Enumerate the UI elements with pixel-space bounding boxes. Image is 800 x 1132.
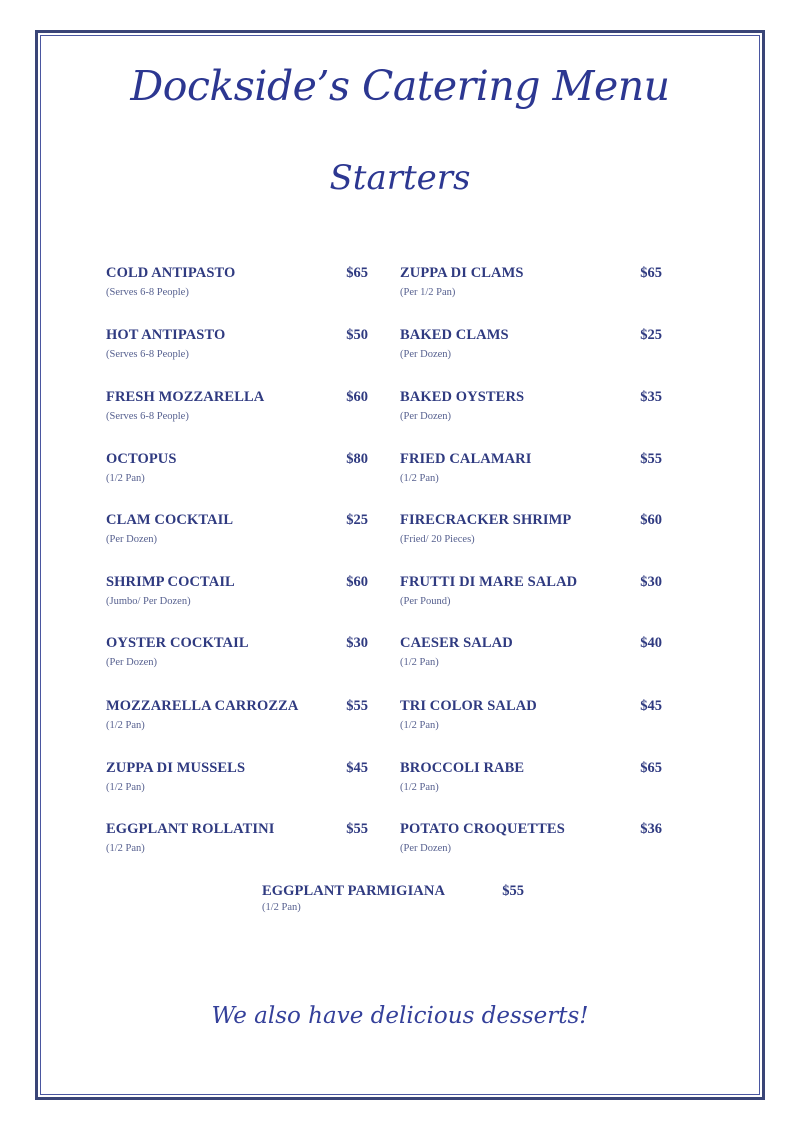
item-price: $65 [346, 265, 368, 281]
item-price: $65 [640, 265, 662, 281]
item-note: (Per Dozen) [106, 534, 158, 545]
item-price: $40 [640, 635, 662, 651]
item-price: $60 [346, 389, 368, 405]
item-name: HOT ANTIPASTO [106, 327, 226, 343]
item-note: (1/2 Pan) [262, 902, 301, 913]
item-price: $25 [346, 512, 368, 528]
item-price: $80 [346, 451, 368, 467]
item-name: CLAM COCKTAIL [106, 512, 234, 528]
item-price: $55 [346, 821, 368, 837]
item-name: BAKED CLAMS [400, 327, 509, 343]
item-note: (1/2 Pan) [400, 720, 439, 731]
item-name: FRESH MOZZARELLA [106, 389, 265, 405]
item-note: (Per Dozen) [400, 843, 452, 854]
item-name: EGGPLANT PARMIGIANA [262, 883, 446, 899]
item-price: $60 [640, 512, 662, 528]
item-price: $60 [346, 574, 368, 590]
item-name: ZUPPA DI MUSSELS [106, 760, 246, 776]
item-note: (Serves 6-8 People) [106, 411, 189, 422]
item-name: CAESER SALAD [400, 635, 513, 651]
item-note: (Serves 6-8 People) [106, 349, 189, 360]
item-name: EGGPLANT ROLLATINI [106, 821, 275, 837]
item-name: MOZZARELLA CARROZZA [106, 698, 299, 714]
item-price: $50 [346, 327, 368, 343]
item-note: (Serves 6-8 People) [106, 287, 189, 298]
item-name: TRI COLOR SALAD [400, 698, 537, 714]
item-price: $35 [640, 389, 662, 405]
item-name: POTATO CROQUETTES [400, 821, 565, 837]
item-price: $55 [640, 451, 662, 467]
item-note: (1/2 Pan) [400, 657, 439, 668]
item-name: COLD ANTIPASTO [106, 265, 236, 281]
item-price: $55 [346, 698, 368, 714]
item-note: (Per Dozen) [106, 657, 158, 668]
item-note: (1/2 Pan) [400, 782, 439, 793]
item-note: (Per Dozen) [400, 411, 452, 422]
item-price: $55 [502, 883, 524, 899]
item-note: (Fried/ 20 Pieces) [400, 534, 475, 545]
item-note: (1/2 Pan) [400, 473, 439, 484]
item-name: FRIED CALAMARI [400, 451, 532, 467]
item-price: $45 [640, 698, 662, 714]
menu-title: Dockside’s Catering Menu [130, 62, 670, 110]
item-price: $36 [640, 821, 662, 837]
item-note: (1/2 Pan) [106, 473, 145, 484]
item-name: BAKED OYSTERS [400, 389, 525, 405]
item-name: BROCCOLI RABE [400, 760, 525, 776]
item-price: $45 [346, 760, 368, 776]
item-name: FRUTTI DI MARE SALAD [400, 574, 578, 590]
item-note: (Jumbo/ Per Dozen) [106, 596, 191, 607]
item-note: (Per Pound) [400, 596, 451, 607]
item-price: $30 [640, 574, 662, 590]
section-title-starters: Starters [329, 158, 471, 198]
item-price: $25 [640, 327, 662, 343]
item-price: $65 [640, 760, 662, 776]
desserts-note: We also have delicious desserts! [211, 1003, 589, 1029]
item-name: ZUPPA DI CLAMS [400, 265, 524, 281]
item-name: SHRIMP COCTAIL [106, 574, 235, 590]
item-name: OCTOPUS [106, 451, 177, 467]
item-note: (Per Dozen) [400, 349, 452, 360]
item-note: (1/2 Pan) [106, 720, 145, 731]
item-name: FIRECRACKER SHRIMP [400, 512, 572, 528]
item-price: $30 [346, 635, 368, 651]
item-name: OYSTER COCKTAIL [106, 635, 249, 651]
item-note: (1/2 Pan) [106, 782, 145, 793]
item-note: (Per 1/2 Pan) [400, 287, 456, 298]
item-note: (1/2 Pan) [106, 843, 145, 854]
